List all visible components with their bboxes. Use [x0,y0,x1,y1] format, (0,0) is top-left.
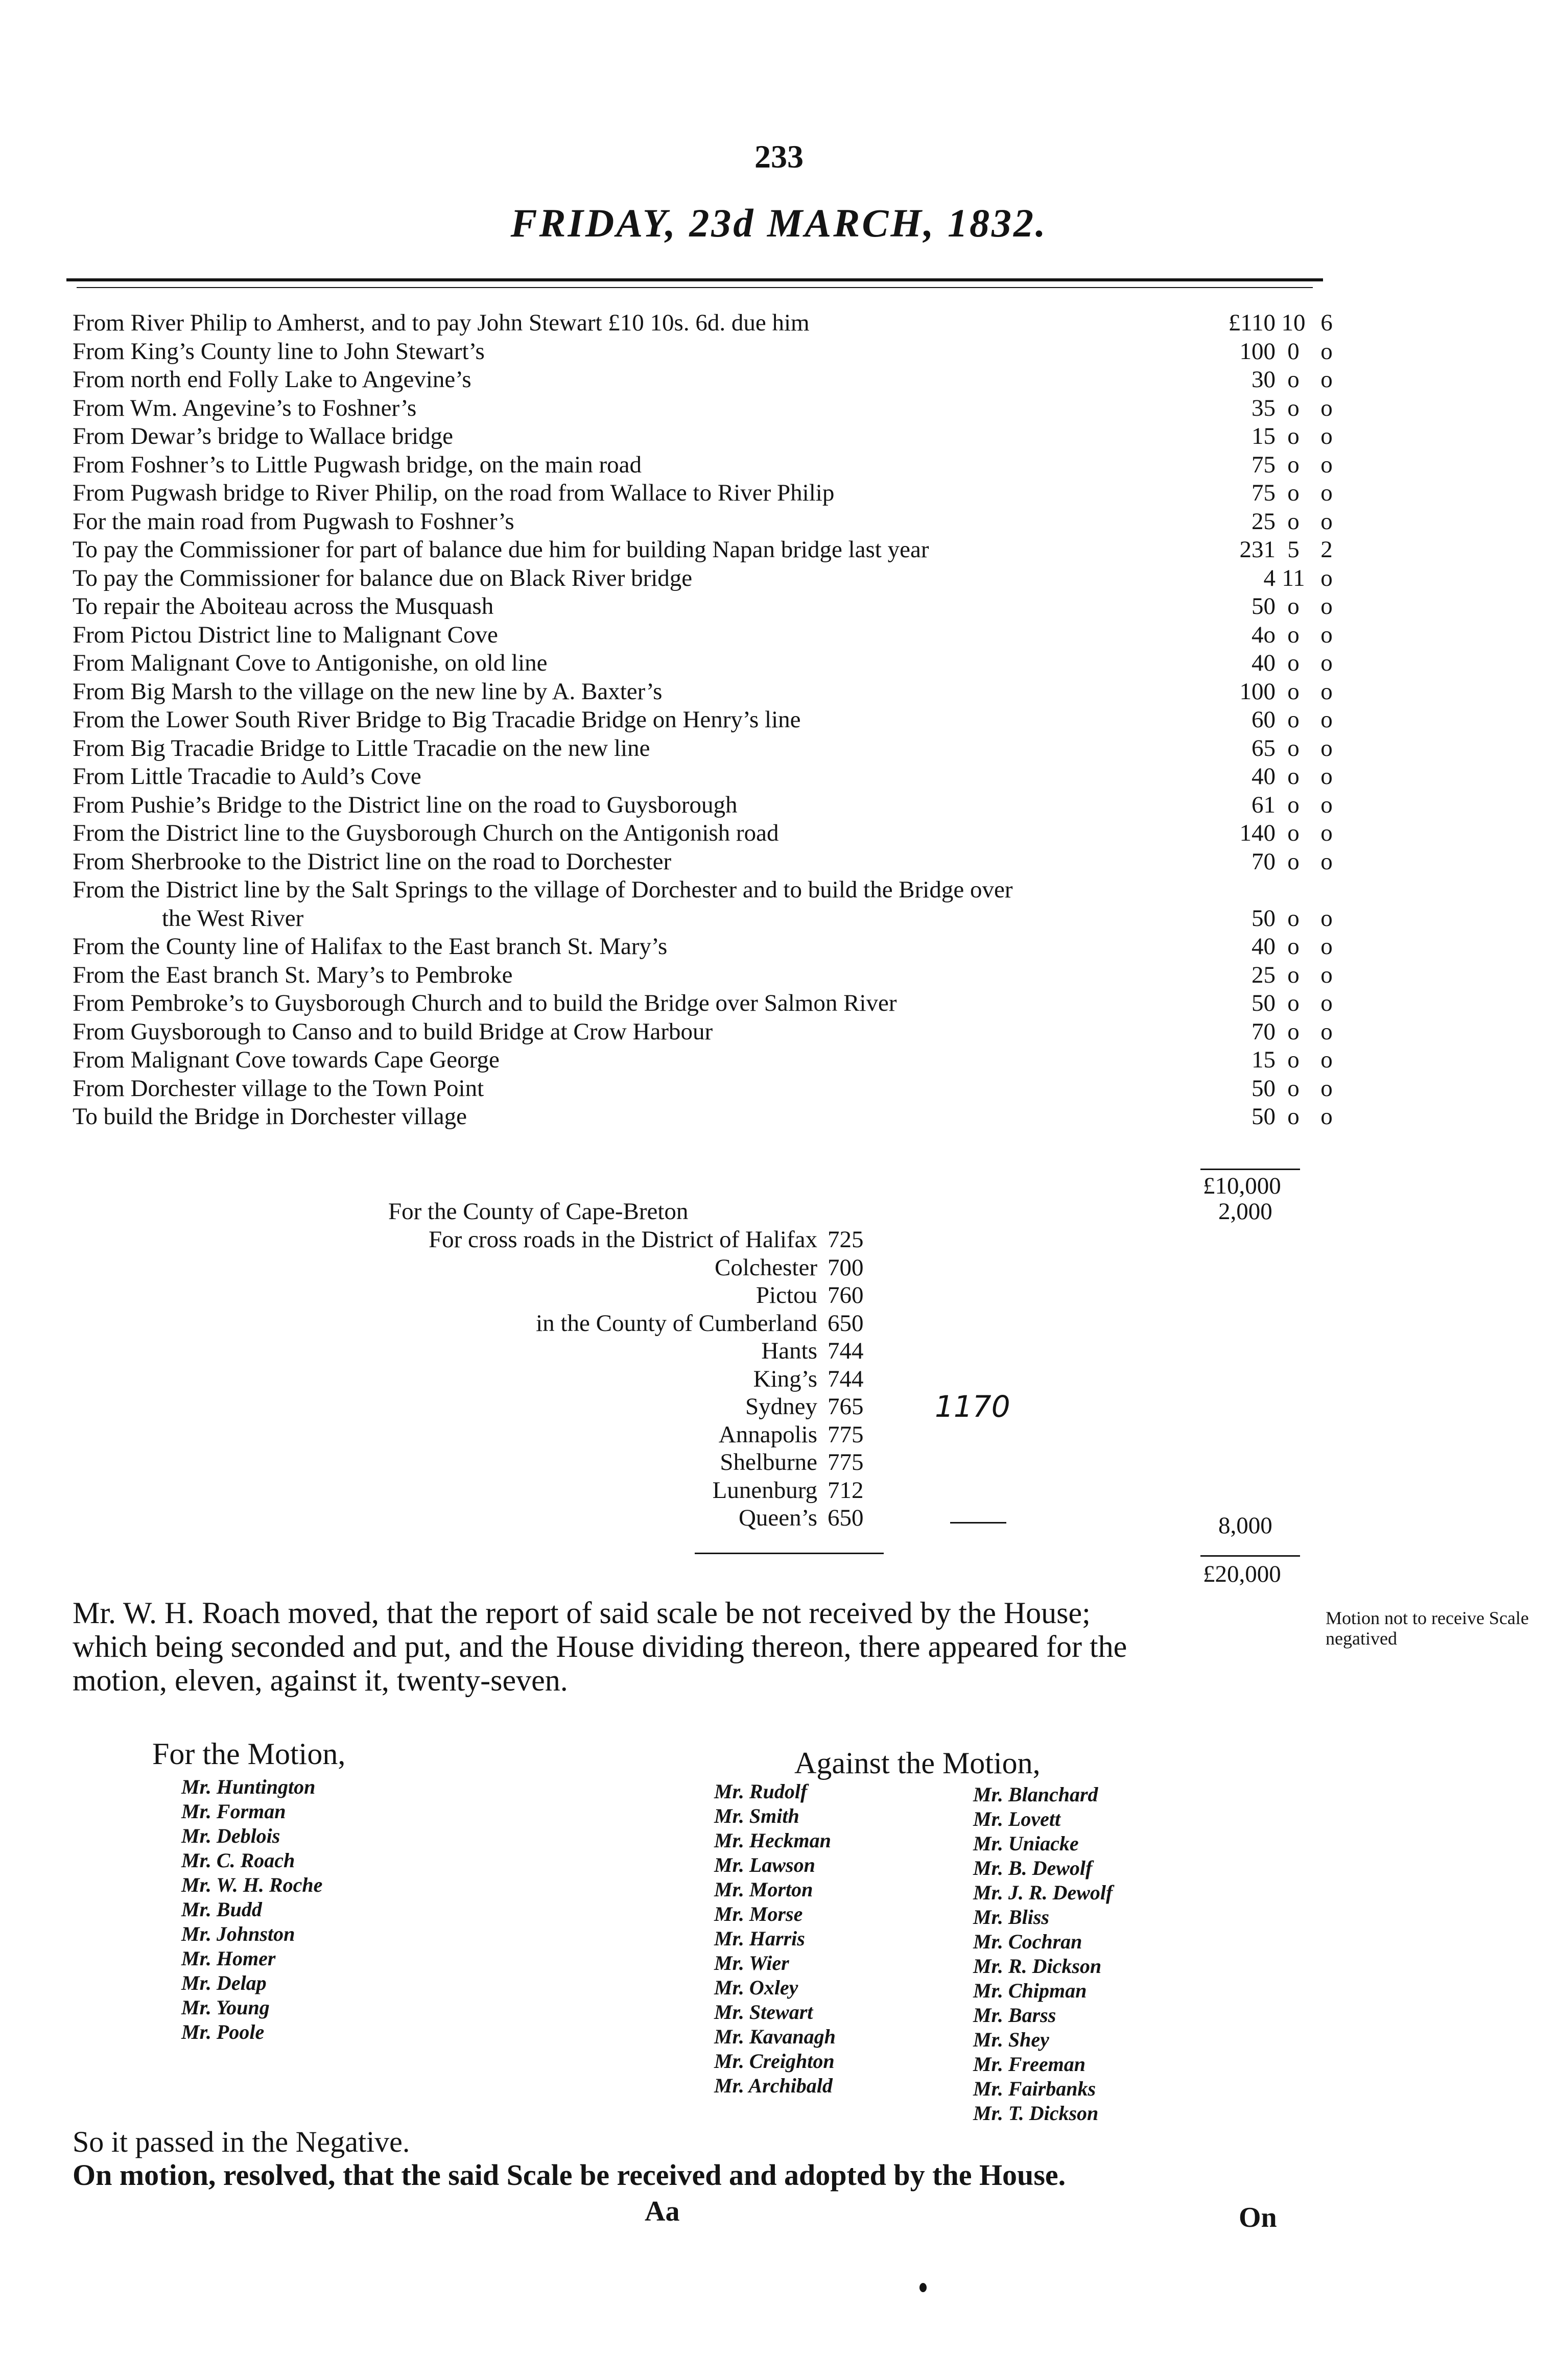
item-description: To pay the Commissioner for part of balance due him for building Napan bridge last year [73,536,929,563]
item-pounds: 65 [1252,734,1276,761]
county-amount: 725 [828,1226,864,1253]
for-names [181,1775,322,2044]
county-label: Sydney [745,1393,817,1420]
item-pounds: 4o [1252,621,1276,648]
item-pence: o [1320,706,1333,733]
item-shillings: o [1287,1046,1300,1073]
item-description: From Wm. Angevine’s to Foshner’s [73,394,417,421]
item-pounds: 50 [1252,1075,1276,1102]
member-name: Mr. Budd [181,1898,262,1921]
against-heading: Against the Motion, [794,1746,1041,1780]
item-pence: o [1320,961,1333,988]
item-shillings: o [1287,451,1300,478]
county-row [327,1254,889,1282]
member-name: Mr. Freeman [973,2053,1086,2076]
item-pounds: 50 [1252,990,1276,1016]
item-pence: o [1320,848,1333,875]
item-pence: o [1320,1046,1333,1073]
appropriation-row [73,394,1350,423]
appropriation-row [73,819,1350,848]
appropriation-row [73,621,1350,650]
item-description: From Pushie’s Bridge to the District line on the road to Guysborough [73,791,738,818]
county-row [327,1448,889,1477]
item-description: From Little Tracadie to Auld’s Cove [73,763,421,790]
appropriation-row [73,422,1350,451]
appropriation-row [73,933,1350,961]
item-shillings: o [1287,480,1300,506]
item-shillings: o [1287,593,1300,620]
appropriation-row [73,649,1350,678]
item-description: From Pictou District line to Malignant Cove [73,621,498,648]
county-row [327,1393,889,1421]
item-pounds: 15 [1252,1046,1276,1073]
appropriation-row [73,1075,1350,1103]
member-name: Mr. Young [181,1996,270,2019]
appropriation-row [73,592,1350,621]
item-description: From River Philip to Amherst, and to pay John Stewart £10 10s. 6d. due him [73,310,810,336]
date-heading: FRIDAY, 23d MARCH, 1832. [510,201,1048,245]
county-amount: 775 [828,1449,864,1475]
county-amount: 700 [828,1254,864,1281]
page-number: 233 [754,138,804,175]
item-pounds: 35 [1252,394,1276,421]
item-pence: o [1320,990,1333,1016]
item-description: From north end Folly Lake to Angevine’s [73,366,471,393]
item-shillings: o [1287,820,1300,846]
appropriation-list [73,309,1350,1131]
item-pounds: 61 [1252,791,1276,818]
member-name: Mr. C. Roach [181,1849,295,1872]
member-name: Mr. T. Dickson [973,2102,1099,2125]
appropriation-row [73,848,1350,876]
appropriation-row [73,366,1350,394]
item-shillings: o [1287,1075,1300,1102]
item-description: the West River [162,905,304,932]
item-pence: o [1320,791,1333,818]
item-pence: o [1320,1018,1333,1045]
member-name: Mr. Heckman [714,1829,831,1852]
item-shillings: o [1287,621,1300,648]
motion-line: which being seconded and put, and the House dividing thereon, there appeared for the [73,1630,1127,1663]
item-pounds: 231 [1239,536,1276,563]
item-shillings: o [1287,905,1300,932]
item-description: From Malignant Cove to Antigonishe, on old line [73,650,548,676]
county-row [327,1477,889,1505]
item-description: From the District line by the Salt Springs to the village of Dorchester and to build the Bridge over [73,876,1013,903]
item-pounds: £110 [1228,310,1276,336]
appropriation-row [73,536,1350,564]
item-description: From King’s County line to John Stewart’s [73,338,485,365]
member-name: Mr. Fairbanks [973,2077,1096,2100]
county-amount: 650 [828,1505,864,1531]
item-pounds: 4 [1263,564,1276,591]
appropriation-row [73,1046,1350,1075]
member-name: Mr. Rudolf [714,1780,808,1803]
item-shillings: o [1287,508,1300,535]
county-amount: 765 [828,1393,864,1420]
cross-roads-list [327,1226,889,1532]
county-amount: 775 [828,1421,864,1448]
item-shillings: o [1287,394,1300,421]
member-name: Mr. Barss [973,2004,1056,2027]
grand-total-rule [1200,1555,1300,1557]
member-name: Mr. Delap [181,1971,267,1994]
resolution-line: On motion, resolved, that the said Scale be received and adopted by the House. [73,2158,1066,2192]
county-row [327,1504,889,1532]
catchword: On [1239,2202,1277,2233]
item-pounds: 100 [1239,678,1276,705]
item-description: From Sherbrooke to the District line on the road to Dorchester [73,848,672,875]
item-pence: o [1320,508,1333,535]
item-description: From the Lower South River Bridge to Big Tracadie Bridge on Henry’s line [73,706,801,733]
item-description: From Big Tracadie Bridge to Little Tracadie on the new line [73,734,650,761]
county-amount: 650 [828,1310,864,1337]
item-description: To repair the Aboiteau across the Musquash [73,593,494,620]
item-description: From Pembroke’s to Guysborough Church and to build the Bridge over Salmon River [73,990,897,1016]
item-pounds: 70 [1252,848,1276,875]
item-description: From Big Marsh to the village on the new line by A. Baxter’s [73,678,663,705]
item-description: To build the Bridge in Dorchester village [73,1103,467,1130]
member-name: Mr. Harris [714,1927,805,1950]
county-row [327,1281,889,1310]
item-pounds: 40 [1252,763,1276,790]
member-name: Mr. Cochran [973,1930,1082,1953]
appropriation-row [73,734,1350,763]
item-shillings: o [1287,734,1300,761]
item-pounds: 40 [1252,933,1276,960]
subtotal-rule [1200,1169,1300,1170]
item-pence: o [1320,734,1333,761]
item-pounds: 70 [1252,1018,1276,1045]
member-name: Mr. Blanchard [973,1783,1098,1806]
member-name: Mr. W. H. Roche [181,1873,323,1896]
item-pounds: 50 [1252,1103,1276,1130]
item-description: To pay the Commissioner for balance due on Black River bridge [73,564,693,591]
item-description: From Foshner’s to Little Pugwash bridge, on the main road [73,451,642,478]
member-name: Mr. J. R. Dewolf [973,1881,1113,1904]
cape-breton-label: For the County of Cape-Breton [388,1198,689,1225]
signature-mark: Aa [645,2196,680,2227]
item-shillings: o [1287,650,1300,676]
item-shillings: o [1287,848,1300,875]
member-name: Mr. B. Dewolf [973,1857,1093,1879]
member-name: Mr. Wier [714,1951,789,1974]
member-name: Mr. R. Dickson [973,1955,1102,1978]
item-pence: o [1320,423,1333,449]
appropriation-row [73,905,1350,933]
member-name: Mr. Morse [714,1902,803,1925]
item-pence: o [1320,451,1333,478]
item-pounds: 140 [1239,820,1276,846]
counties-dash [950,1522,1006,1524]
grand-total: £20,000 [1203,1561,1281,1587]
motion-paragraph [73,1596,1319,1697]
item-pence: o [1320,480,1333,506]
member-name: Mr. Morton [714,1878,813,1901]
item-shillings: o [1287,366,1300,393]
item-pence: o [1320,763,1333,790]
item-shillings: o [1287,678,1300,705]
against-names-col-1 [714,1779,836,2098]
appropriation-row [73,763,1350,791]
member-name: Mr. Lovett [973,1807,1061,1830]
item-description: From the District line to the Guysborough Church on the Antigonish road [73,820,779,846]
county-label: in the County of Cumberland [536,1310,817,1337]
item-pence: o [1320,678,1333,705]
member-name: Mr. Stewart [714,2001,813,2024]
item-pounds: 75 [1252,480,1276,506]
item-pence: o [1320,905,1333,932]
appropriation-row [73,1103,1350,1131]
for-heading: For the Motion, [152,1737,346,1771]
result-line: So it passed in the Negative. [73,2125,410,2158]
member-name: Mr. Forman [181,1800,286,1823]
item-shillings: o [1287,423,1300,449]
item-pence: 6 [1320,310,1333,336]
item-description: From Guysborough to Canso and to build Bridge at Crow Harbour [73,1018,713,1045]
member-name: Mr. Deblois [181,1824,280,1847]
item-pence: o [1320,564,1333,591]
item-shillings: 11 [1282,564,1305,591]
member-name: Mr. Johnston [181,1922,295,1945]
item-description: From Malignant Cove towards Cape George [73,1046,500,1073]
county-amount: 744 [828,1338,864,1364]
item-description: From Dorchester village to the Town Point [73,1075,484,1102]
item-pence: o [1320,933,1333,960]
appropriation-row [73,961,1350,990]
appropriation-row [73,706,1350,734]
member-name: Mr. Poole [181,2020,265,2043]
item-description: From Pugwash bridge to River Philip, on the road from Wallace to River Philip [73,480,835,506]
cape-breton-amount: 2,000 [1218,1198,1272,1225]
item-pence: o [1320,593,1333,620]
appropriation-row [73,338,1350,366]
item-shillings: 10 [1281,310,1306,336]
item-shillings: o [1287,1018,1300,1045]
appropriation-row [73,678,1350,706]
item-pence: o [1320,394,1333,421]
county-label: Queen’s [738,1505,817,1531]
item-pence: o [1320,650,1333,676]
appropriation-row [73,1018,1350,1046]
member-name: Mr. Homer [181,1947,276,1970]
counties-total: 8,000 [1218,1512,1272,1539]
item-shillings: o [1287,791,1300,818]
county-amount: 744 [828,1365,864,1392]
county-label: Colchester [715,1254,817,1281]
item-shillings: o [1287,706,1300,733]
item-pounds: 75 [1252,451,1276,478]
motion-line: motion, eleven, against it, twenty-seven. [73,1663,568,1697]
item-description: From the County line of Halifax to the East branch St. Mary’s [73,933,668,960]
county-label: Lunenburg [712,1477,817,1504]
county-amount: 760 [828,1282,864,1308]
county-row [327,1310,889,1338]
item-pence: o [1320,621,1333,648]
subtotal-amount: £10,000 [1203,1173,1281,1199]
item-pounds: 40 [1252,650,1276,676]
county-row [327,1365,889,1393]
member-name: Mr. Archibald [714,2074,833,2097]
county-label: Hants [761,1338,817,1364]
item-pounds: 50 [1252,905,1276,932]
item-pounds: 100 [1239,338,1276,365]
member-name: Mr. Chipman [973,1979,1087,2002]
item-pence: o [1320,338,1333,365]
margin-note: Motion not to receive Scale negatived [1326,1608,1529,1649]
appropriation-row [73,508,1350,536]
item-pounds: 50 [1252,593,1276,620]
item-pence: o [1320,1075,1333,1102]
county-label: For cross roads in the District of Halifax [429,1226,817,1253]
item-pence: o [1320,820,1333,846]
member-name: Mr. Uniacke [973,1832,1079,1855]
item-pence: o [1320,366,1333,393]
item-shillings: 0 [1287,338,1300,365]
ink-dot [919,2283,927,2292]
item-pounds: 60 [1252,706,1276,733]
member-name: Mr. Huntington [181,1775,316,1798]
motion-line: Mr. W. H. Roach moved, that the report of said scale be not received by the House; [73,1596,1091,1630]
item-shillings: o [1287,763,1300,790]
against-names-col-2 [973,1782,1113,2126]
item-pounds: 15 [1252,423,1276,449]
item-shillings: o [1287,933,1300,960]
appropriation-row [73,989,1350,1018]
member-name: Mr. Creighton [714,2050,835,2073]
county-row [327,1421,889,1449]
appropriation-row [73,564,1350,593]
item-shillings: o [1287,961,1300,988]
item-pounds: 25 [1252,961,1276,988]
appropriation-row [73,791,1350,820]
item-shillings: o [1287,990,1300,1016]
appropriation-row [73,451,1350,480]
county-label: Annapolis [718,1421,817,1448]
member-name: Mr. Kavanagh [714,2025,836,2048]
item-pence: 2 [1320,536,1333,563]
appropriation-row [73,309,1350,338]
item-description: For the main road from Pugwash to Foshner’s [73,508,514,535]
item-pounds: 30 [1252,366,1276,393]
heading-rule-thin [77,287,1313,288]
appropriation-row [73,479,1350,508]
item-shillings: 5 [1287,536,1300,563]
item-pounds: 25 [1252,508,1276,535]
counties-rule [695,1553,884,1554]
county-row [327,1337,889,1365]
item-shillings: o [1287,1103,1300,1130]
county-label: Shelburne [720,1449,817,1475]
appropriation-row [73,876,1350,905]
county-row [327,1226,889,1254]
item-description: From Dewar’s bridge to Wallace bridge [73,423,453,449]
member-name: Mr. Shey [973,2028,1049,2051]
member-name: Mr. Oxley [714,1976,798,1999]
county-amount: 712 [828,1477,864,1504]
item-pence: o [1320,1103,1333,1130]
member-name: Mr. Smith [714,1804,799,1827]
heading-rule [66,278,1323,281]
member-name: Mr. Lawson [714,1853,815,1876]
handwritten-note: 1170 [935,1389,1010,1424]
county-label: Pictou [756,1282,817,1308]
county-label: King’s [753,1365,817,1392]
member-name: Mr. Bliss [973,1906,1049,1929]
item-description: From the East branch St. Mary’s to Pembroke [73,961,513,988]
